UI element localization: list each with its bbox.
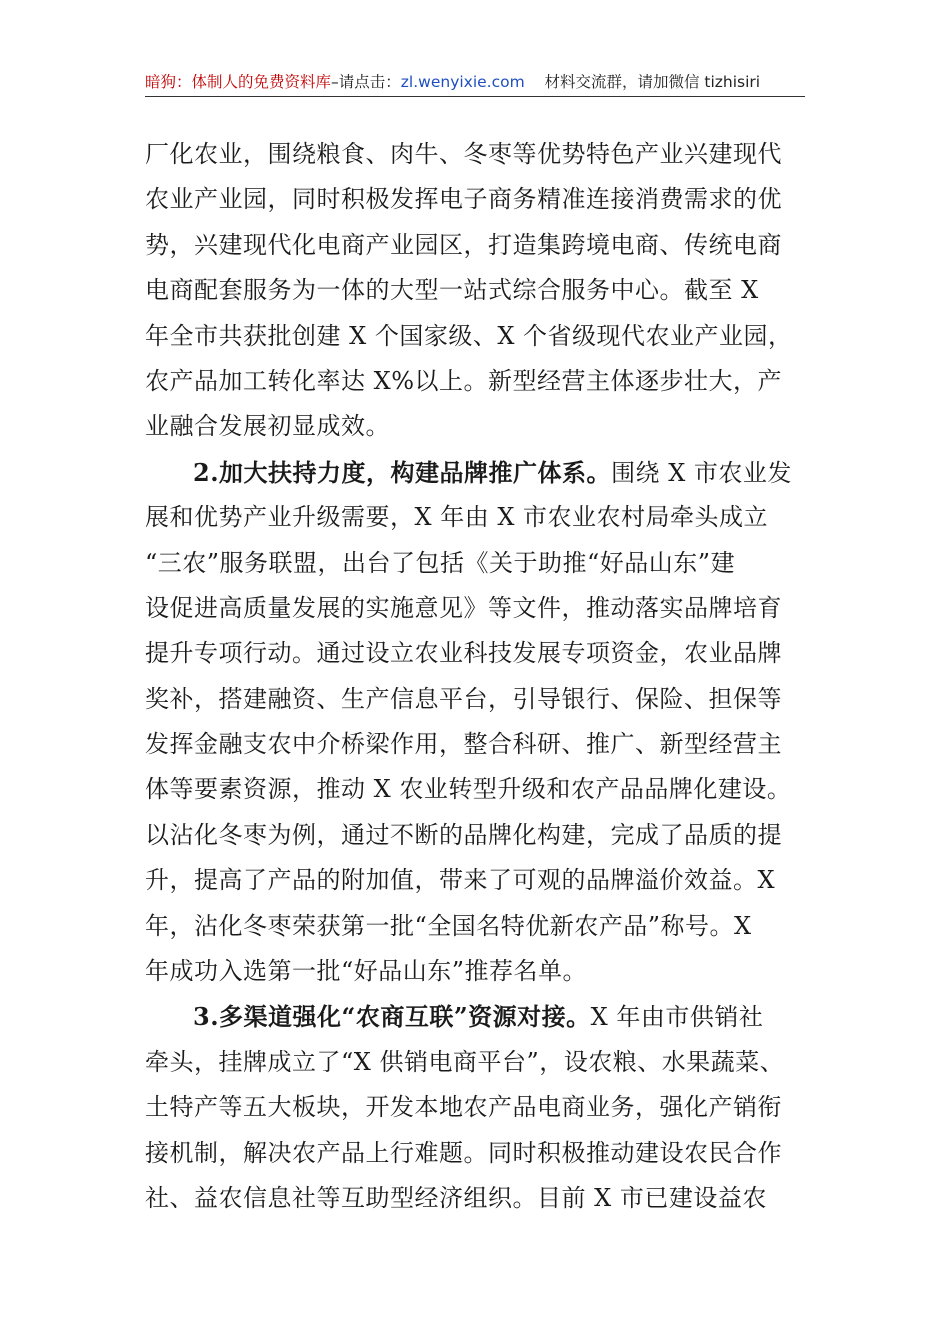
paragraph-1 (145, 132, 810, 450)
text-line: 设促进高质量发展的实施意见》等文件，推动落实品牌培育 (145, 593, 782, 622)
text-line: 电商配套服务为一体的大型一站式综合服务中心。截至 X (145, 276, 759, 305)
text-line: 年全市共获批创建 X 个国家级、X 个省级现代农业产业园， (145, 321, 793, 350)
text-line: 土特产等五大板块，开发本地农产品电商业务，强化产销衔 (145, 1093, 782, 1122)
header-link[interactable]: zl.wenyixie.com (400, 73, 525, 91)
text-line: 业融合发展初显成效。 (145, 412, 390, 441)
paragraph-first-line (145, 994, 810, 1039)
paragraph-2 (145, 450, 810, 995)
text-line: 升，提高了产品的附加值，带来了可观的品牌溢价效益。X (145, 866, 776, 895)
paragraph-first-line (145, 450, 810, 495)
paragraph-3 (145, 994, 810, 1221)
page-header (145, 68, 805, 97)
text-line: 牵头，挂牌成立了“X 供销电商平台”，设农粮、水果蔬菜、 (145, 1047, 785, 1076)
text-line: 提升专项行动。通过设立农业科技发展专项资金，农业品牌 (145, 639, 782, 668)
text-line: 体等要素资源，推动 X 农业转型升级和农产品品牌化建设。 (145, 775, 792, 804)
text-line: 农产品加工转化率达 X%以上。新型经营主体逐步壮大，产 (145, 366, 783, 395)
header-brand: 暗狗：体制人的免费资料库 (145, 73, 332, 91)
text-line: 发挥金融支农中介桥梁作用，整合科研、推广、新型经营主 (145, 730, 782, 759)
text-line: 厂化农业，围绕粮食、肉牛、冬枣等优势特色产业兴建现代 (145, 140, 782, 168)
text-line: 势，兴建现代化电商产业园区，打造集跨境电商、传统电商 (145, 230, 782, 259)
header-click-prompt: –请点击： (331, 73, 401, 91)
paragraph-heading: 2.加大扶持力度，构建品牌推广体系。 (193, 457, 612, 487)
text-line: 奖补，搭建融资、生产信息平台，引导银行、保险、担保等 (145, 684, 782, 713)
text-line: 以沾化冬枣为例，通过不断的品牌化构建，完成了品质的提 (145, 820, 782, 849)
paragraph-heading: 3.多渠道强化“农商互联”资源对接。 (193, 1002, 591, 1032)
text-line: 展和优势产业升级需要，X 年由 X 市农业农村局牵头成立 (145, 503, 769, 532)
paragraph-heading-rest: X 年由市供销社 (590, 1003, 764, 1032)
text-line: 接机制，解决农产品上行难题。同时积极推动建设农民合作 (145, 1138, 782, 1167)
text-line: 农业产业园，同时积极发挥电子商务精准连接消费需求的优 (145, 185, 782, 214)
text-line: 社、益农信息社等互助型经济组织。目前 X 市已建设益农 (145, 1183, 767, 1212)
text-line: 年，沾化冬枣荣获第一批“全国名特优新农产品”称号。X (145, 911, 752, 940)
document-body (145, 132, 810, 1221)
text-line: 年成功入选第一批“好品山东”推荐名单。 (145, 957, 588, 986)
paragraph-heading-rest: 围绕 X 市农业发 (611, 458, 792, 487)
text-line: “三农”服务联盟，出台了包括《关于助推“好品山东”建 (145, 548, 736, 577)
header-group-note: 材料交流群，请加微信 tizhisiri (544, 73, 761, 91)
